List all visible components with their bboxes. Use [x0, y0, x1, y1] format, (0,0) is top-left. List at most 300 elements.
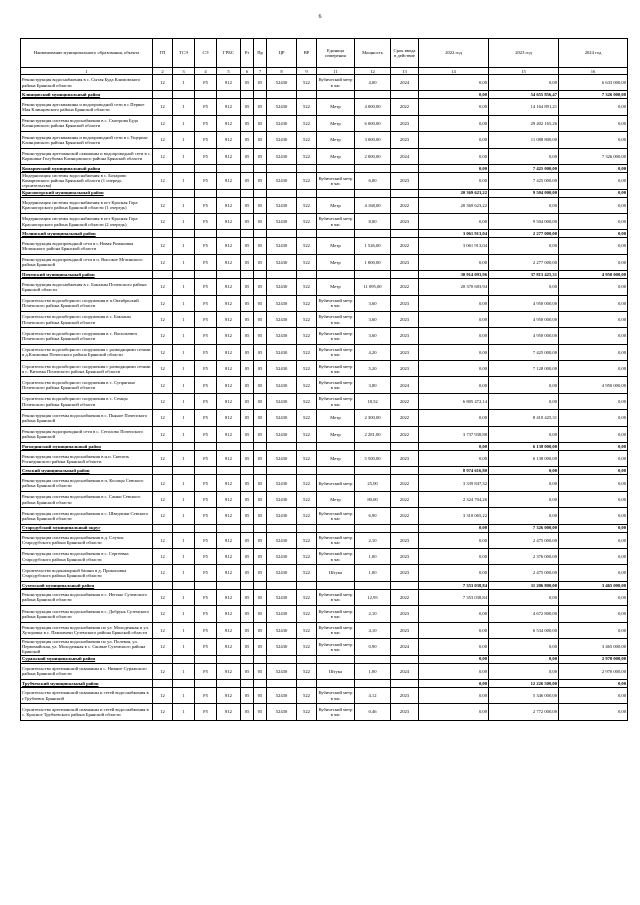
table-cell: 0,00 — [489, 75, 559, 91]
table-cell: 0,00 — [559, 443, 628, 451]
table-cell: 1 — [173, 238, 195, 254]
table-cell: 2023 — [391, 687, 419, 703]
table-cell: 522 — [297, 451, 317, 467]
table-cell: 522 — [297, 663, 317, 679]
table-cell: 1 — [173, 254, 195, 270]
table-cell: 812 — [217, 344, 241, 360]
table-cell: 0,00 — [559, 279, 628, 295]
table-cell: 4 950 000,00 — [489, 328, 559, 344]
table-cell — [173, 271, 195, 279]
table-row — [21, 99, 628, 115]
table-cell: F5 — [195, 663, 217, 679]
table-cell: 8 410 425,31 — [489, 410, 559, 426]
table-cell: 12 — [153, 565, 173, 581]
section-name: Севский муниципальный район — [21, 467, 153, 475]
table-cell: 2,10 — [355, 532, 391, 548]
object-name: Строительство водозаборного сооружения с разводящими сетями в с. Витовка Почепского района Брянской области — [21, 361, 153, 377]
table-cell: 2023 — [391, 606, 419, 622]
table-cell: Метр — [317, 451, 355, 467]
table-cell: 05 — [254, 377, 267, 393]
table-cell: 522 — [297, 279, 317, 295]
table-cell: 4 168,00 — [355, 197, 391, 213]
table-cell: 4,12 — [355, 687, 391, 703]
table-cell: 522 — [297, 197, 317, 213]
header-cell: Рз — [241, 39, 254, 68]
header-cell: Единица измерения — [317, 39, 355, 68]
table-cell: 52430 — [267, 638, 297, 655]
table-cell: 9 504 000,00 — [489, 189, 559, 197]
table-cell: 52430 — [267, 451, 297, 467]
table-cell: 0,00 — [419, 622, 489, 638]
table-cell: 812 — [217, 148, 241, 164]
object-name: Реконструкция системы водоснабжения в с. Пьяное Почепского района Брянской — [21, 410, 153, 426]
table-cell: 0,00 — [559, 491, 628, 507]
table-cell: 05 — [241, 148, 254, 164]
table-cell: Кубический метр в час — [317, 75, 355, 91]
table-cell — [153, 189, 173, 197]
table-cell: 0,00 — [419, 115, 489, 131]
table-cell: 05 — [241, 172, 254, 189]
table-cell: 52430 — [267, 213, 297, 229]
table-cell: 0,00 — [559, 589, 628, 605]
table-row — [21, 344, 628, 360]
table-cell — [217, 271, 241, 279]
table-cell — [317, 91, 355, 99]
table-cell — [241, 581, 254, 589]
table-cell — [153, 164, 173, 172]
header-cell: Срок ввода в действие — [391, 39, 419, 68]
table-cell — [297, 467, 317, 475]
table-cell: 12 — [153, 148, 173, 164]
table-cell — [195, 679, 217, 687]
table-cell: 12 — [153, 75, 173, 91]
table-row — [21, 532, 628, 548]
object-name: Реконструкция водопроводной сети в с.Новая Романовка Мглинского района Брянской области — [21, 238, 153, 254]
table-cell — [217, 679, 241, 687]
table-cell: 05 — [241, 393, 254, 409]
table-cell: 05 — [254, 622, 267, 638]
header-cell: ГРБС — [217, 39, 241, 68]
table-cell — [241, 164, 254, 172]
table-cell: 12 — [153, 393, 173, 409]
table-cell: 52430 — [267, 548, 297, 564]
table-cell: 80,00 — [355, 491, 391, 507]
column-number: 15 — [489, 68, 559, 75]
table-cell — [173, 443, 195, 451]
table-cell: Метр — [317, 279, 355, 295]
section-row — [21, 467, 628, 475]
table-cell — [317, 271, 355, 279]
table-cell: 37 813 425,31 — [489, 271, 559, 279]
table-cell: F5 — [195, 361, 217, 377]
table-cell: 52430 — [267, 132, 297, 148]
section-name: Почепский муниципальный район — [21, 271, 153, 279]
table-cell: 522 — [297, 622, 317, 638]
table-cell: 522 — [297, 99, 317, 115]
table-cell: 0,90 — [355, 638, 391, 655]
table-cell: 7 425 000,00 — [489, 164, 559, 172]
table-cell: Метр — [317, 254, 355, 270]
object-name: Реконструкция системы водоснабжения в д. Случок Стародубского района Брянской области — [21, 532, 153, 548]
table-cell — [355, 524, 391, 532]
table-cell — [317, 524, 355, 532]
section-row — [21, 230, 628, 238]
table-cell: 05 — [254, 99, 267, 115]
table-cell: 12 — [153, 361, 173, 377]
table-cell — [195, 164, 217, 172]
table-row — [21, 606, 628, 622]
header-row — [21, 39, 628, 68]
table-cell: 52430 — [267, 295, 297, 311]
table-cell — [267, 189, 297, 197]
table-cell: 1 — [173, 99, 195, 115]
table-cell: 05 — [254, 704, 267, 720]
table-cell: 1 — [173, 491, 195, 507]
table-cell: 1,00 — [355, 663, 391, 679]
table-cell: 05 — [254, 548, 267, 564]
table-cell: 0,00 — [419, 91, 489, 99]
table-cell: 29 402 165,26 — [489, 115, 559, 131]
table-cell: Кубический метр в час — [317, 606, 355, 622]
table-cell: 812 — [217, 508, 241, 524]
table-cell: 12 — [153, 410, 173, 426]
table-cell — [173, 189, 195, 197]
table-cell: 2022 — [391, 475, 419, 491]
table-cell: F5 — [195, 311, 217, 327]
table-cell: 05 — [254, 75, 267, 91]
table-cell: 05 — [254, 328, 267, 344]
table-cell — [241, 91, 254, 99]
table-cell: 0,00 — [489, 491, 559, 507]
table-cell: 12 — [153, 622, 173, 638]
table-cell — [317, 443, 355, 451]
table-cell: 1 — [173, 687, 195, 703]
table-row — [21, 238, 628, 254]
table-cell: 52430 — [267, 148, 297, 164]
table-cell: 05 — [254, 606, 267, 622]
column-number: 11 — [317, 68, 355, 75]
table-cell: 12 — [153, 548, 173, 564]
column-number: 3 — [173, 68, 195, 75]
table-row — [21, 197, 628, 213]
table-cell: 6,00 — [355, 172, 391, 189]
header-cell: 2022 год — [419, 39, 489, 68]
table-cell — [173, 164, 195, 172]
table-cell: F5 — [195, 548, 217, 564]
table-cell: 12 — [153, 132, 173, 148]
table-cell: 05 — [254, 279, 267, 295]
table-cell: 522 — [297, 295, 317, 311]
table-cell: 05 — [254, 410, 267, 426]
table-cell — [391, 679, 419, 687]
table-cell: 52430 — [267, 565, 297, 581]
table-cell: 4,20 — [355, 344, 391, 360]
table-cell: 2023 — [391, 622, 419, 638]
table-cell: 12 — [153, 99, 173, 115]
table-cell: Метр — [317, 197, 355, 213]
table-cell: 3 000,00 — [355, 132, 391, 148]
table-cell — [317, 467, 355, 475]
table-cell — [267, 679, 297, 687]
table-cell: 0,00 — [559, 295, 628, 311]
table-cell: 18,52 — [355, 393, 391, 409]
table-cell: 30 914 093,96 — [419, 271, 489, 279]
table-cell: 05 — [241, 132, 254, 148]
table-cell: 2023 — [391, 213, 419, 229]
table-cell: 05 — [254, 311, 267, 327]
section-row — [21, 443, 628, 451]
table-cell: 1 — [173, 589, 195, 605]
table-cell: 0,00 — [559, 328, 628, 344]
table-cell: 0,00 — [419, 361, 489, 377]
table-cell: 0,00 — [559, 532, 628, 548]
table-cell: 9 504 000,00 — [489, 213, 559, 229]
section-name: Суражский муниципальный район — [21, 655, 153, 663]
table-cell: 52430 — [267, 172, 297, 189]
column-number: 8 — [267, 68, 297, 75]
table-cell — [173, 230, 195, 238]
table-cell: 1,00 — [355, 565, 391, 581]
table-cell: 6 138 000,00 — [489, 451, 559, 467]
table-cell: 2 475 000,00 — [489, 532, 559, 548]
table-cell: 1 — [173, 426, 195, 442]
table-cell — [173, 467, 195, 475]
table-cell: 05 — [254, 254, 267, 270]
table-cell: 0,00 — [419, 548, 489, 564]
table-cell: 52430 — [267, 491, 297, 507]
header-cell: СЭ — [195, 39, 217, 68]
table-cell: 0,00 — [559, 548, 628, 564]
table-cell: 05 — [254, 393, 267, 409]
table-cell — [241, 230, 254, 238]
table-cell: 05 — [241, 475, 254, 491]
table-cell — [317, 230, 355, 238]
table-cell: 2023 — [391, 565, 419, 581]
table-cell — [195, 581, 217, 589]
table-cell: Штука — [317, 565, 355, 581]
table-cell: 05 — [254, 213, 267, 229]
table-cell: 7 425 000,00 — [489, 172, 559, 189]
table-cell: 1,00 — [355, 548, 391, 564]
table-cell: F5 — [195, 565, 217, 581]
table-cell: F5 — [195, 148, 217, 164]
table-row — [21, 393, 628, 409]
table-cell: F5 — [195, 491, 217, 507]
header-cell: ЦР — [267, 39, 297, 68]
table-cell: 522 — [297, 606, 317, 622]
table-cell: 812 — [217, 254, 241, 270]
table-cell: 522 — [297, 687, 317, 703]
table-cell: Кубический метр — [317, 475, 355, 491]
table-cell: 0,00 — [559, 164, 628, 172]
object-name: Строительство водозаборного сооружения в п.Октябрьский Почепского района Брянской области — [21, 295, 153, 311]
object-name: Реконструкция системы водоснабжения в н.п. Снепоть Рогнединского района Брянской области — [21, 451, 153, 467]
table-cell: 1 — [173, 377, 195, 393]
table-cell: 05 — [254, 132, 267, 148]
table-cell: 2022 — [391, 279, 419, 295]
table-row — [21, 508, 628, 524]
table-cell: 05 — [254, 238, 267, 254]
table-cell: 2 281,00 — [355, 426, 391, 442]
table-cell — [217, 230, 241, 238]
table-cell: 7 326 000,00 — [489, 524, 559, 532]
column-number: 9 — [297, 68, 317, 75]
table-cell: Кубический метр в час — [317, 361, 355, 377]
object-name: Реконструкция системы водоснабжения в с. Негино Суземского района Брянской области — [21, 589, 153, 605]
table-cell — [173, 581, 195, 589]
table-cell: 05 — [241, 328, 254, 344]
table-cell: 52430 — [267, 410, 297, 426]
table-cell: F5 — [195, 589, 217, 605]
table-cell: F5 — [195, 606, 217, 622]
table-cell: Кубический метр в час — [317, 328, 355, 344]
table-cell: Кубический метр в час — [317, 704, 355, 720]
table-cell: 2023 — [391, 115, 419, 131]
table-cell: 05 — [241, 508, 254, 524]
table-cell: 0,00 — [419, 565, 489, 581]
table-cell: 52430 — [267, 328, 297, 344]
table-cell — [195, 271, 217, 279]
table-cell: 3 061 913,04 — [419, 230, 489, 238]
table-cell: 0,00 — [559, 213, 628, 229]
table-cell: 812 — [217, 238, 241, 254]
table-cell: 05 — [241, 532, 254, 548]
table-cell: 522 — [297, 238, 317, 254]
table-cell: 52430 — [267, 361, 297, 377]
table-cell: F5 — [195, 115, 217, 131]
table-cell: 12 — [153, 475, 173, 491]
table-cell: 2 772 000,00 — [489, 704, 559, 720]
object-name: Реконструкция системы водоснабжения в с. Добрунь Суземского района Брянской области — [21, 606, 153, 622]
table-cell — [217, 443, 241, 451]
table-cell: 20 370 683,94 — [419, 279, 489, 295]
table-cell: 1 — [173, 361, 195, 377]
table-cell: 0,00 — [559, 451, 628, 467]
table-row — [21, 132, 628, 148]
table-cell: 52430 — [267, 279, 297, 295]
table-cell: 05 — [254, 663, 267, 679]
table-cell — [153, 655, 173, 663]
table-cell: 0,00 — [419, 172, 489, 189]
header-cell: ГП — [153, 39, 173, 68]
table-cell: 812 — [217, 311, 241, 327]
table-cell: 812 — [217, 197, 241, 213]
table-cell — [355, 164, 391, 172]
header-cell: 2024 год — [559, 39, 628, 68]
table-cell: 0,00 — [489, 589, 559, 605]
object-name: Реконструкция артезианской скважины и водопроводной сети в с. Коржовка-Голубовка Клинцовского района Брянской области — [21, 148, 153, 164]
table-cell: 812 — [217, 475, 241, 491]
table-cell: 522 — [297, 172, 317, 189]
table-cell — [317, 581, 355, 589]
object-name: Реконструкция системы водоснабжения в п. Косицы Севского района Брянской области — [21, 475, 153, 491]
table-cell: 2023 — [391, 254, 419, 270]
column-number: 5 — [217, 68, 241, 75]
table-cell: 12 — [153, 377, 173, 393]
table-cell: 4 950 000,00 — [489, 295, 559, 311]
table-cell: 812 — [217, 115, 241, 131]
table-cell: 52430 — [267, 99, 297, 115]
table-cell: 1 — [173, 148, 195, 164]
table-cell: 3 061 913,04 — [419, 238, 489, 254]
table-cell — [317, 189, 355, 197]
table-cell: 522 — [297, 589, 317, 605]
table-cell: 812 — [217, 393, 241, 409]
table-row — [21, 704, 628, 720]
table-cell: Штука — [317, 663, 355, 679]
table-cell: 52430 — [267, 311, 297, 327]
table-cell: 05 — [241, 687, 254, 703]
column-number: 13 — [391, 68, 419, 75]
table-cell — [391, 189, 419, 197]
table-cell: 522 — [297, 213, 317, 229]
table-cell: 1 — [173, 508, 195, 524]
table-cell: 0,00 — [559, 344, 628, 360]
table-cell: 4 950 000,00 — [559, 377, 628, 393]
table-cell: 1 — [173, 410, 195, 426]
table-cell: 0,00 — [419, 164, 489, 172]
table-cell — [267, 271, 297, 279]
table-cell: 54 655 856,47 — [489, 91, 559, 99]
table-cell — [241, 189, 254, 197]
object-name: Модернизация системы водоснабжения в с. Бочарово Комаричского района Брянской области (1 очередь строительства) — [21, 172, 153, 189]
table-cell: 0,00 — [419, 132, 489, 148]
table-cell: 1 — [173, 344, 195, 360]
table-cell: 2024 — [391, 377, 419, 393]
table-cell: Кубический метр в час — [317, 344, 355, 360]
table-cell — [355, 655, 391, 663]
table-cell: Кубический метр в час — [317, 172, 355, 189]
table-cell: 2023 — [391, 311, 419, 327]
table-cell — [173, 679, 195, 687]
object-name: Строительство артезианской скважины и сетей водоснабжения в г.Трубчевск Брянской — [21, 687, 153, 703]
table-cell: 0,00 — [559, 132, 628, 148]
object-name: Модернизация системы водоснабжения в пгт Красная Гора Красногорского района Брянской области (2 очередь) — [21, 213, 153, 229]
table-cell: Метр — [317, 238, 355, 254]
table-cell: Кубический метр в час — [317, 393, 355, 409]
table-cell: 20 369 623,22 — [419, 189, 489, 197]
table-cell: 05 — [254, 426, 267, 442]
table-cell — [241, 271, 254, 279]
table-cell: 1 — [173, 197, 195, 213]
table-cell: 0,00 — [559, 172, 628, 189]
column-number: 7 — [254, 68, 267, 75]
table-row — [21, 475, 628, 491]
table-cell: 05 — [241, 565, 254, 581]
table-cell — [241, 524, 254, 532]
section-row — [21, 655, 628, 663]
column-number: 14 — [419, 68, 489, 75]
table-cell — [391, 467, 419, 475]
table-cell: 2022 — [391, 491, 419, 507]
table-row — [21, 328, 628, 344]
table-row — [21, 75, 628, 91]
table-cell: 2 277 000,00 — [489, 230, 559, 238]
section-name: Суземский муниципальный район — [21, 581, 153, 589]
column-number-row — [21, 68, 628, 75]
table-cell: 52430 — [267, 532, 297, 548]
table-cell — [391, 164, 419, 172]
table-cell — [254, 655, 267, 663]
table-cell — [254, 524, 267, 532]
table-cell: 11 095,00 — [355, 279, 391, 295]
table-cell: 12 — [153, 451, 173, 467]
table-cell: 12 — [153, 532, 173, 548]
object-name: Реконструкция артскважины и водопроводной сети в с.Первое Мая Клинцовского района Брянской области — [21, 99, 153, 115]
table-cell: 6 000,00 — [355, 115, 391, 131]
table-cell: 12 — [153, 687, 173, 703]
table-cell: 12 — [153, 115, 173, 131]
